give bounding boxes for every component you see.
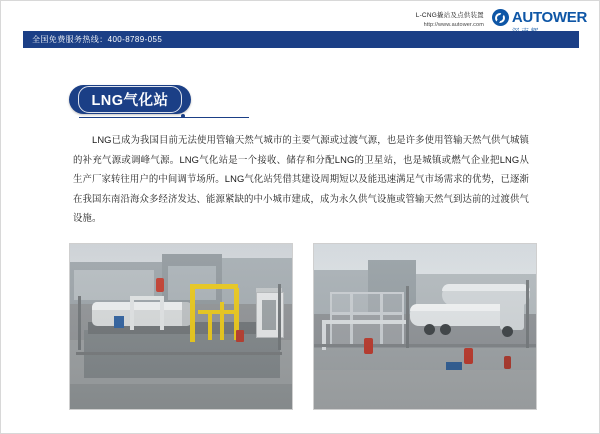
photo-post-b	[526, 280, 529, 348]
photo-pipe-run-a	[322, 320, 408, 324]
photo-yellow-pipe-a	[190, 284, 195, 342]
hotline-text: 全国免费服务热线：400-8789-055	[32, 35, 163, 44]
section-title-inner	[78, 86, 181, 113]
photo-red-valve-a	[364, 338, 373, 354]
hotline-bar	[23, 31, 579, 48]
photo-post-a	[406, 286, 409, 348]
photo-cabinet-door	[262, 300, 276, 330]
photo-white-pipe-c	[160, 296, 164, 330]
logo-wordmark: AUTOWER	[511, 9, 587, 26]
brand-text	[416, 9, 484, 30]
photo-white-pipe-b	[130, 296, 164, 300]
photo-truck-cab	[500, 300, 524, 330]
section-title-pill	[69, 85, 191, 114]
photo-yellow-pipe-f	[220, 302, 224, 340]
photo-rack-beam	[330, 312, 404, 315]
photo-truck-wheel-c	[502, 326, 513, 337]
photo-foreground	[70, 384, 292, 409]
photo-guard-rail	[314, 344, 536, 347]
photo-tanker-highlight	[410, 304, 514, 311]
title-underline	[79, 117, 249, 118]
photo-red-valve-c	[504, 356, 511, 369]
photo-white-pipe-a	[130, 296, 134, 330]
photo-yellow-pipe-e	[208, 310, 212, 340]
photo-yellow-pipe-d	[198, 310, 236, 314]
title-underline-dot	[181, 114, 185, 118]
photo-foreground	[314, 370, 536, 409]
photo-truck-wheel-b	[440, 324, 451, 335]
photo-red-valve-b	[464, 348, 473, 364]
page-title: LNG气化站	[91, 93, 169, 109]
lng-gasification-skid-photo	[69, 243, 293, 410]
photo-blue-equipment	[114, 316, 124, 328]
logo-top-row	[492, 9, 587, 26]
lng-station-tanker-photo	[313, 243, 537, 410]
photo-post-left	[78, 296, 81, 350]
body-paragraph: LNG已成为我国目前无法使用管输天然气城市的主要气源或过渡气源，也是许多使用管输天然气供气城镇的补充气源或调峰气源。LNG气化站是一个接收、储存和分配LNG的卫星站，也是城镇或燃气企业把LNG从生产厂家转往用户的中间调节场所。LNG气化站凭借其建设周期短以及能迅速满足气市场需求的优势，已逐渐在我国东南沿海众多经济发达、能源紧缺的中小城市建成，成为永久供气设施或管输天然气到达前的过渡供气设施。	[73, 134, 529, 223]
photo-red-valve-a	[156, 278, 164, 292]
photo-guard-rail	[76, 352, 282, 355]
autower-logo-icon	[492, 9, 509, 26]
brand-product-line: L-CNG撬站及点供装置	[415, 12, 484, 19]
photo-red-valve-b	[236, 330, 244, 342]
photo-rack-column-b	[380, 292, 383, 346]
brand-website[interactable]: http://www.autower.com	[423, 22, 484, 28]
photo-yellow-pipe-b	[194, 284, 238, 289]
photo-storage-tank-highlight	[92, 302, 188, 310]
photo-post-right	[278, 284, 281, 350]
photo-horizontal-tank-highlight	[442, 284, 530, 291]
photo-rack-column-a	[350, 292, 353, 346]
photo-truck-wheel-a	[424, 324, 435, 335]
